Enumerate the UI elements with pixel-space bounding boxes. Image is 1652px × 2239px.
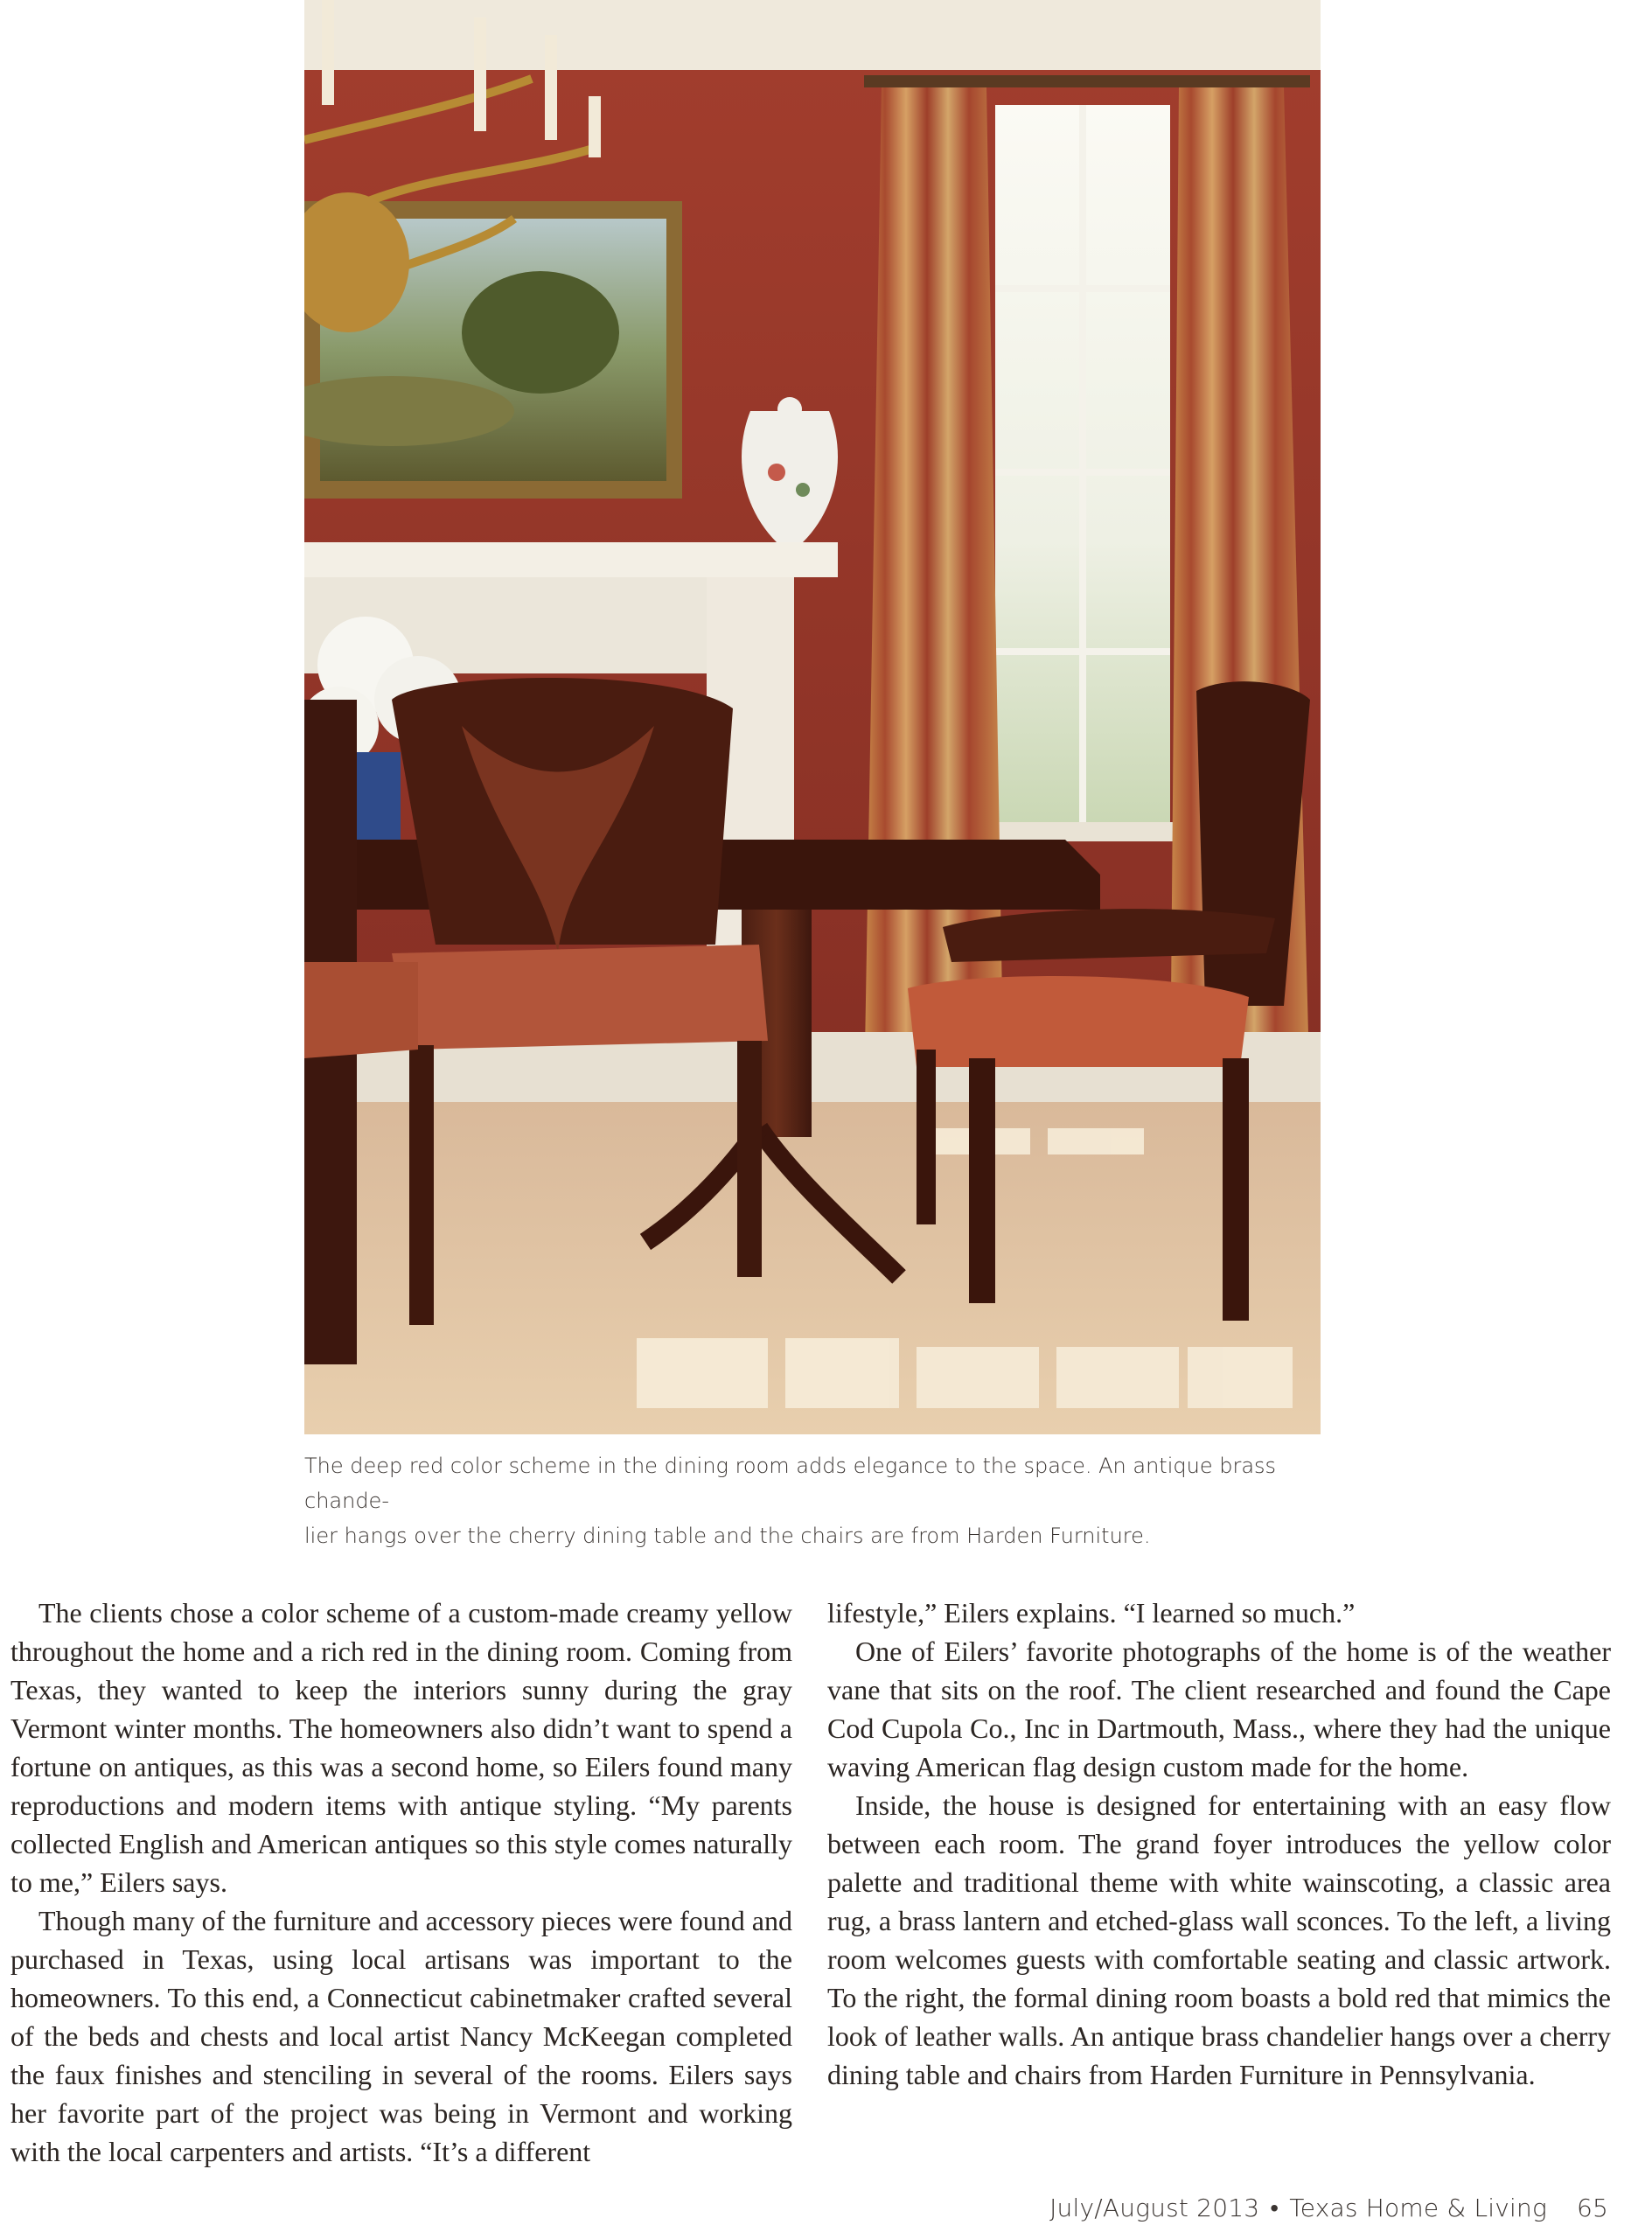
article-column-right: [827, 1594, 1611, 2094]
article-paragraph: One of Eilers’ favorite photographs of the home is of the weather vane that sits on the roof. The client researched and found the Cape Cod Cupola Co., Inc in Dartmouth, Mass., where they had the unique waving American flag design custom made for the home.: [827, 1636, 1611, 1782]
page-number: 65: [1576, 2194, 1608, 2222]
caption-line-1: The deep red color scheme in the dining room adds elegance to the space. An antique brass chande-: [304, 1454, 1277, 1513]
caption-line-2: lier hangs over the cherry dining table and the chairs are from Harden Furniture.: [304, 1524, 1151, 1548]
footer-separator: •: [1270, 2194, 1279, 2222]
dining-room-illustration: [304, 0, 1321, 1434]
photo-caption: [304, 1448, 1321, 1553]
page-footer: [1049, 2194, 1608, 2222]
dining-room-photo: [304, 0, 1321, 1434]
article-paragraph: The clients chose a color scheme of a custom-made creamy yellow throughout the home and a rich red in the dining room. Coming from Texas, they wanted to keep the interiors sunny during the gray Vermont winter months. The homeowners also didn’t want to spend a fortune on antiques, as this was a second home, so Eilers found many reproductions and modern items with antique styling. “My parents collected English and American antiques so this style comes naturally to me,” Eilers says.: [10, 1597, 792, 1898]
article-paragraph: Though many of the furniture and accessory pieces were found and purchased in Texas, using local artisans was important to the homeowners. To this end, a Connecticut cabinetmaker crafted several of the beds and chests and local artist Nancy McKeegan completed the faux finishes and stenciling in several of the rooms. Eilers says her favorite part of the project was being in Vermont and working with the local carpenters and artists. “It’s a different: [10, 1905, 792, 2167]
article-column-left: [10, 1594, 792, 2171]
footer-issue: July/August 2013: [1049, 2194, 1260, 2222]
footer-magazine: Texas Home & Living: [1289, 2194, 1547, 2222]
article-paragraph: Inside, the house is designed for entertaining with an easy flow between each room. The grand foyer introduces the yellow color palette and traditional theme with white wainscoting, a classic area rug, a brass lantern and etched-glass wall sconces. To the left, a living room welcomes guests with comfortable seating and classic artwork. To the right, the formal dining room boasts a bold red that mimics the look of leather walls. An antique brass chandelier hangs over a cherry dining table and chairs from Harden Furniture in Pennsylvania.: [827, 1789, 1611, 2090]
article-paragraph-continued: lifestyle,” Eilers explains. “I learned so much.”: [827, 1597, 1356, 1629]
